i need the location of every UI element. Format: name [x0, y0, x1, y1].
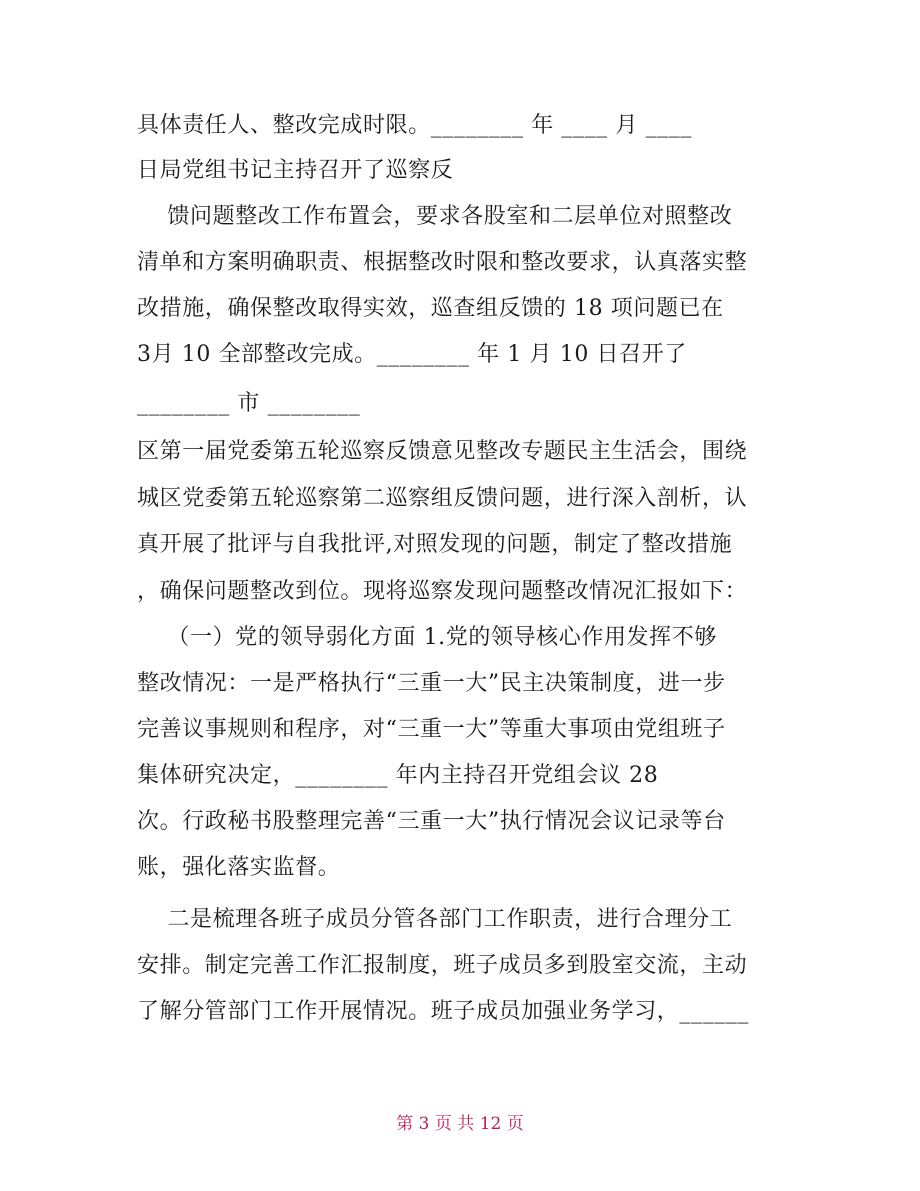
text-line-3: 馈问题整改工作布置会，要求各股室和二层单位对照整改 [137, 204, 733, 229]
text-line-13: 整改情况：一是严格执行“三重一大”民主决策制度，进一步 [137, 671, 726, 696]
text-line-10: 真开展了批评与自我批评,对照发现的问题，制定了整改措施 [137, 532, 733, 557]
text-line-2: 日局党组书记主持召开了巡察反 [137, 158, 454, 183]
text-line-1: 具体责任人、整改完成时限。________ 年 ____ 月 ____ [137, 113, 692, 138]
text-line-18: 二是梳理各班子成员分管各部门工作职责，进行合理分工 [137, 907, 733, 932]
text-line-6: 3月 10 全部整改完成。________ 年 1 月 10 日召开了 [137, 342, 687, 367]
text-line-12: （一）党的领导弱化方面 1.党的领导核心作用发挥不够 [137, 625, 717, 650]
text-line-4: 清单和方案明确职责、根据整改时限和整改要求，认真落实整 [137, 250, 748, 275]
text-line-15: 集体研究决定，________ 年内主持召开党组会议 28 [137, 763, 659, 788]
text-line-11: ，确保问题整改到位。现将巡察发现问题整改情况汇报如下： [137, 579, 748, 604]
text-line-20: 了解分管部门工作开展情况。班子成员加强业务学习，______ [137, 999, 750, 1024]
text-line-9: 城区党委第五轮巡察第二巡察组反馈问题，进行深入剖析，认 [137, 486, 748, 511]
text-line-7: ________ 市 ________ [137, 391, 361, 416]
text-line-16: 次。行政秘书股整理完善“三重一大”执行情况会议记录等台 [137, 809, 726, 834]
text-line-14: 完善议事规则和程序，对“三重一大”等重大事项由党组班子 [137, 717, 726, 742]
text-line-5: 改措施，确保整改取得实效，巡查组反馈的 18 项问题已在 [137, 296, 724, 321]
page-number-footer: 第 3 页 共 12 页 [396, 1114, 524, 1134]
text-line-17: 账，强化落实监督。 [137, 855, 341, 880]
text-line-19: 安排。制定完善工作汇报制度，班子成员多到股室交流，主动 [137, 953, 748, 978]
text-line-8: 区第一届党委第五轮巡察反馈意见整改专题民主生活会，围绕 [137, 439, 748, 464]
